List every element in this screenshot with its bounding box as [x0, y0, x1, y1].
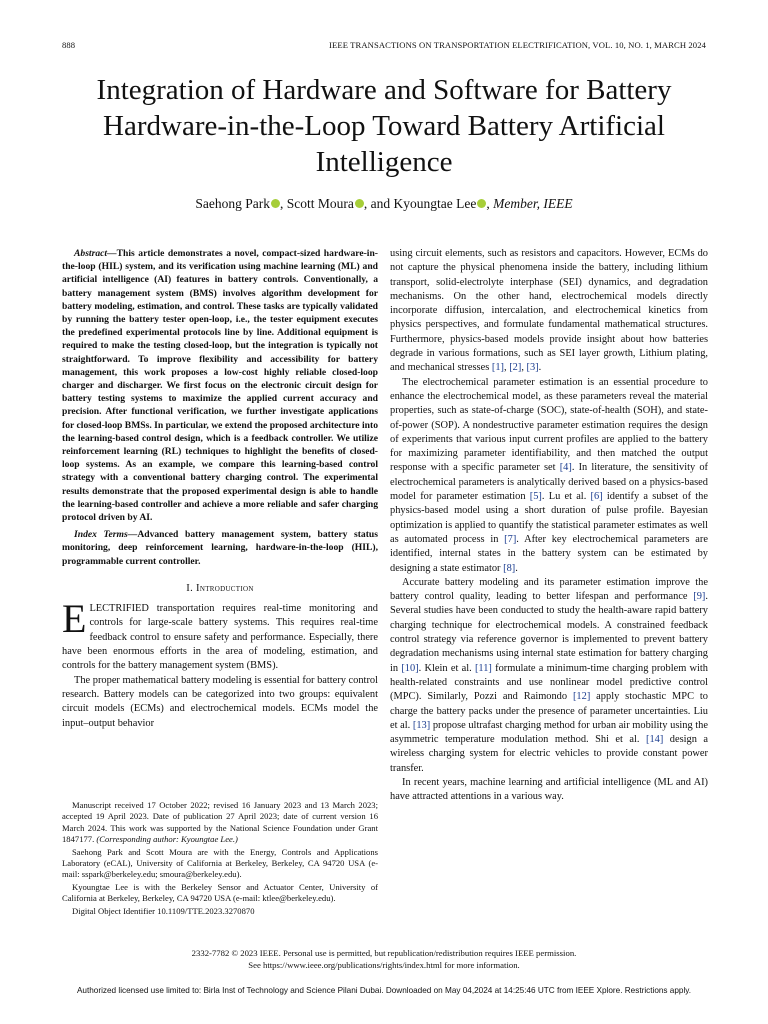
abstract-text: This article demonstrates a novel, compact-sized hardware-in-the-loop (HIL) system, and its verification using machine learning (ML) and artificial intelligence (AI) features in battery controls. Conventionally, a battery management system (BMS) involves algorithm development for battery modeling, estimation, and control. These tasks are typically validated by running the battery tester open-loop, i.e., the tester equipment executes the predefined experimental protocols line by line. Additional equipment is required to make the testing closed-loop, but the integration is typically not straightforward. To improve flexibility and accessibility for battery management, this work proposes a low-cost highly reliable closed-loop charger and discharger. We first focus on the electronic circuit design for battery testing systems to maximize the applied current accuracy and precision. After functional verification, we further investigate applications for closed-loop BMSs. In particular, we extend the proposed architecture into the learning-based control design, which is a feedback controller. We utilize reinforcement learning (RL) techniques to highlight the benefits of closed-loop systems. As an example, we compare this learning-based control strategy with a conventional battery charging control. The experimental results demonstrate that the proposed experimental design is able to handle the learning-based controller and achieve a more reliable and safer charging protocol driven by AI.	[62, 248, 378, 524]
intro-paragraph: The proper mathematical battery modeling is essential for battery control research. Battery models can be categorized into two groups: equivalent circuit models (ECMs) and electrochemical models. ECMs model the input–output behavior	[62, 674, 378, 729]
citation-link[interactable]: [3]	[526, 362, 539, 374]
paper-title: Integration of Hardware and Software for Battery Hardware-in-the-Loop Toward Battery Artificial Intelligence	[96, 74, 672, 178]
doi[interactable]: Digital Object Identifier 10.1109/TTE.2023.3270870	[72, 906, 255, 917]
author-name: Scott Moura	[286, 196, 354, 211]
body-paragraph: Accurate battery modeling and its parameter estimation improve the battery control quality, leading to better lifespan and performance [9]. Several studies have been conducted to study the health-aware rapid battery charging technique for electrochemical models. A constrained feedback control strategy via reference governor is implemented to prevent battery degradation mechanisms using internal state estimation for battery charging in [10]. Klein et al. [11] formulate a minimum-time charging problem with health-related constraints and use nonlinear model predictive control (MPC). Similarly, Pozzi and Raimondo [12] apply stochastic MPC to charge the battery packs under the presence of parameter uncertainties. Liu et al. [13] propose ultrafast charging method for urban air mobility using the asymmetric temperature modulation method. Shi et al. [14] design a wireless charging system for electric vehicles to provide constant power transfer.	[390, 576, 709, 774]
body-paragraph: using circuit elements, such as resistors and capacitors. However, ECMs do not capture the physical phenomena inside the battery, including lithium transport, solid-electrolyte interphase (SEI) dynamics, and degradation mechanisms. On the other hand, electrochemical models directly incorporate diffusion, intercalation, and electrochemical kinetics from physics perspectives, and formulate fundamental mathematical structures. Furthermore, physics-based models provide insight about how batteries degrade in various formations, such as SEI layer growth, Lithium plating, and mechanical stresses [1], [2], [3].	[390, 248, 708, 374]
orcid-icon[interactable]	[355, 199, 364, 208]
section-heading: I. Introduction	[186, 582, 254, 594]
index-terms	[62, 528, 378, 568]
body-paragraph: In recent years, machine learning and artificial intelligence (ML and AI) have attracted attentions in a various way.	[390, 776, 708, 803]
citation-link[interactable]: [1]	[491, 362, 504, 374]
page-number: 888	[62, 40, 76, 50]
author-line: Saehong Park , Scott Moura , and Kyoungtae Lee , Member, IEEE	[195, 196, 573, 211]
footnotes	[62, 800, 378, 919]
corresponding-author: (Corresponding author: Kyoungtae Lee.)	[96, 833, 238, 844]
journal-running-head: IEEE TRANSACTIONS ON TRANSPORTATION ELECTRIFICATION, VOL. 10, NO. 1, MARCH 2024	[329, 40, 706, 50]
index-terms-heading: Index Terms—	[74, 529, 138, 541]
footnote-manuscript: Manuscript received 17 October 2022; revised 16 January 2023 and 13 March 2023; accepted 19 April 2023. Date of publication 27 April 2023; date of current version 16 March 2024. This work was supported by the National Science Foundation under Grant 1847177. (Corresponding author: Kyoungtae Lee.)	[62, 800, 378, 844]
citation-link[interactable]: [4]	[559, 462, 572, 474]
right-column	[390, 247, 708, 805]
citation-link[interactable]: [2]	[509, 362, 522, 374]
orcid-icon[interactable]	[477, 199, 486, 208]
author-name: Saehong Park	[195, 196, 271, 211]
citation-link[interactable]: [10]	[401, 662, 419, 674]
citation-link[interactable]: [5]	[529, 491, 542, 503]
intro-paragraph: ELECTRIFIED transportation requires real-time monitoring and controls for large-scale battery systems. This requires real-time feedback control to ensure safety and performance. Especially, there have been enormous efforts in the area of modeling, estimation, and controls for the battery management system (BMS).	[62, 596, 378, 672]
footnote-affiliation: Saehong Park and Scott Moura are with the Energy, Controls and Applications Laboratory (eCAL), University of California at Berkeley, Berkeley, CA 94720 USA (e-mail: sspark@berkeley.edu; smoura@berkeley.edu).	[62, 846, 378, 880]
membership-label: Member, IEEE	[493, 196, 573, 211]
author-name: Kyoungtae Lee	[393, 196, 477, 211]
drop-cap: E	[62, 596, 87, 642]
citation-link[interactable]: [7]	[504, 533, 517, 545]
footnote-affiliation: Kyoungtae Lee is with the Berkeley Sensor and Actuator Center, University of California at Berkeley, Berkeley, CA 94720 USA (e-mail: ktlee@berkeley.edu).	[62, 882, 378, 904]
citation-link[interactable]: [12]	[572, 691, 591, 703]
citation-link[interactable]: [8]	[503, 562, 516, 574]
citation-link[interactable]: [11]	[474, 662, 492, 674]
copyright-notice: 2332-7782 © 2023 IEEE. Personal use is permitted, but republication/redistribution requires IEEE permission. See https://www.ieee.org/publications/rights/index.html for more information.	[191, 948, 577, 970]
orcid-icon[interactable]	[271, 199, 280, 208]
citation-link[interactable]: [13]	[412, 719, 431, 731]
left-column	[62, 247, 378, 731]
abstract	[62, 247, 378, 524]
body-paragraph: The electrochemical parameter estimation is an essential procedure to enhance the electrochemical model, as these parameters reveal the material properties, such as state-of-charge (SOC), state-of-health (SOH), and state-of-power (SOP). A nondestructive parameter estimation requires the design of experiments that various input current profiles are applied to the battery for maximizing parameter identifiability, and then matched the output response with a specific parameter set [4]. In literature, the sensitivity of electrochemical parameters is analytically derived based on a physics-based model for parameter estimation [5]. Lu et al. [6] identify a subset of the physics-based model using a short duration of pulse profile. Bayesian optimization is applied to quantify the statistical parameter estimates as well as automated process in [7]. After key electrochemical parameters are identified, internal states in the battery system can be estimated by designing a state estimator [8].	[390, 376, 708, 574]
abstract-heading: Abstract—	[74, 248, 117, 259]
citation-link[interactable]: [6]	[590, 491, 603, 503]
citation-link[interactable]: [9]	[693, 591, 706, 603]
citation-link[interactable]: [14]	[645, 734, 664, 746]
index-terms-text: Advanced battery management system, battery status monitoring, deep reinforcement learning, hardware-in-the-loop (HIL), programmable current controller.	[62, 529, 378, 567]
download-notice: Authorized licensed use limited to: Birla Inst of Technology and Science Pilani Dubai. Downloaded on May 04,2024 at 14:25:46 UTC from IEEE Xplore. Restrictions apply.	[76, 986, 692, 995]
